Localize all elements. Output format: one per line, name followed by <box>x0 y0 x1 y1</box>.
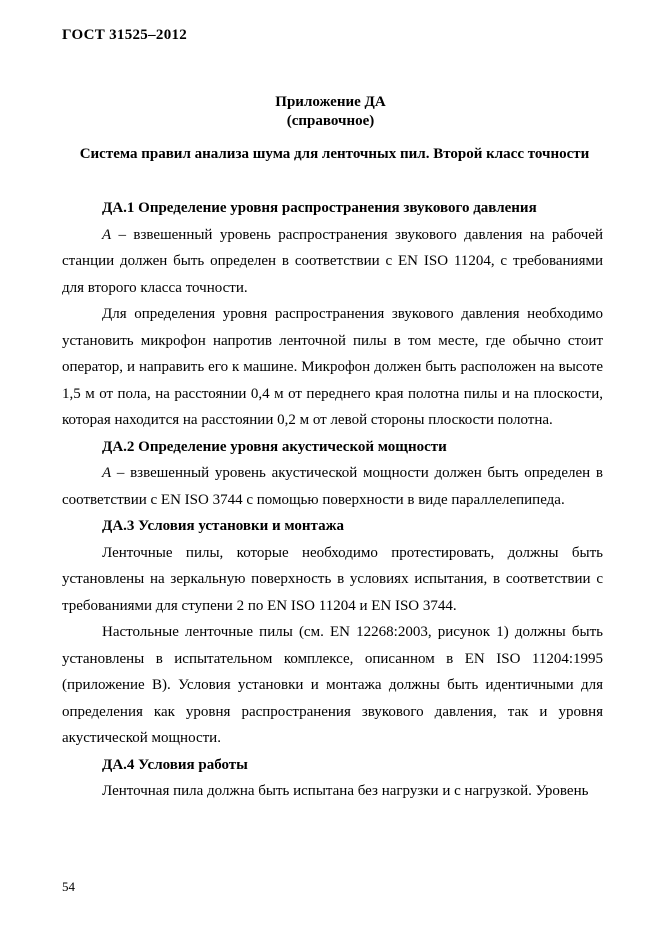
paragraph: Настольные ленточные пилы (см. EN 12268:2003, рисунок 1) должны быть установлены в испытательном комплексе, описанном в EN ISO 11204:1995 (приложение В). Условия установки и монтажа должны быть идентичными для определения как уровня распространения звукового давления, так и уровня акустической мощности. <box>62 624 603 746</box>
document-body <box>62 195 603 805</box>
paragraph: Ленточная пила должна быть испытана без нагрузки и с нагрузкой. Уровень <box>102 783 589 799</box>
paragraph <box>62 222 603 302</box>
section-heading-da2: ДА.2 Определение уровня акустической мощности <box>102 438 447 455</box>
paragraph: Для определения уровня распространения звукового давления необходимо установить микрофон напротив ленточной пилы в том месте, где обычно стоит оператор, и направить его к машине. Микрофон должен быть расположен на высоте 1,5 м от пола, на расстоянии 0,4 м от переднего края полотна пилы и на плоскости, которая находится на расстоянии 0,2 м от левой стороны плоскости полотна. <box>62 306 603 428</box>
appendix-title: Приложение ДА <box>275 94 386 110</box>
paragraph <box>62 460 603 513</box>
weighting-letter: А <box>102 465 112 481</box>
section-heading-da4: ДА.4 Условия работы <box>102 756 248 773</box>
document-title: Система правил анализа шума для ленточных пил. Второй класс точности <box>79 146 590 162</box>
page-number: 54 <box>62 879 75 894</box>
section-heading-da3: ДА.3 Условия установки и монтажа <box>102 518 344 534</box>
paragraph-text: – взвешенный уровень акустической мощности должен быть определен в соответствии с EN ISO 3744 с помощью поверхности в виде параллелепипеда. <box>62 465 603 508</box>
document-header: ГОСТ 31525–2012 <box>62 27 188 43</box>
section-heading-da1: ДА.1 Определение уровня распространения звукового давления <box>102 200 537 216</box>
paragraph: Ленточные пилы, которые необходимо протестировать, должны быть установлены на зеркальную поверхность в условиях испытания, в соответствии с требованиями для ступени 2 по EN ISO 11204 и EN ISO 3744. <box>62 544 603 614</box>
paragraph-text: – взвешенный уровень распространения звукового давления на рабочей станции должен быть определен в соответствии с EN ISO 11204, с требованиями для второго класса точности. <box>62 226 603 296</box>
appendix-subtitle: (справочное) <box>286 113 375 129</box>
appendix-heading <box>0 93 661 131</box>
weighting-letter: А <box>102 226 112 243</box>
